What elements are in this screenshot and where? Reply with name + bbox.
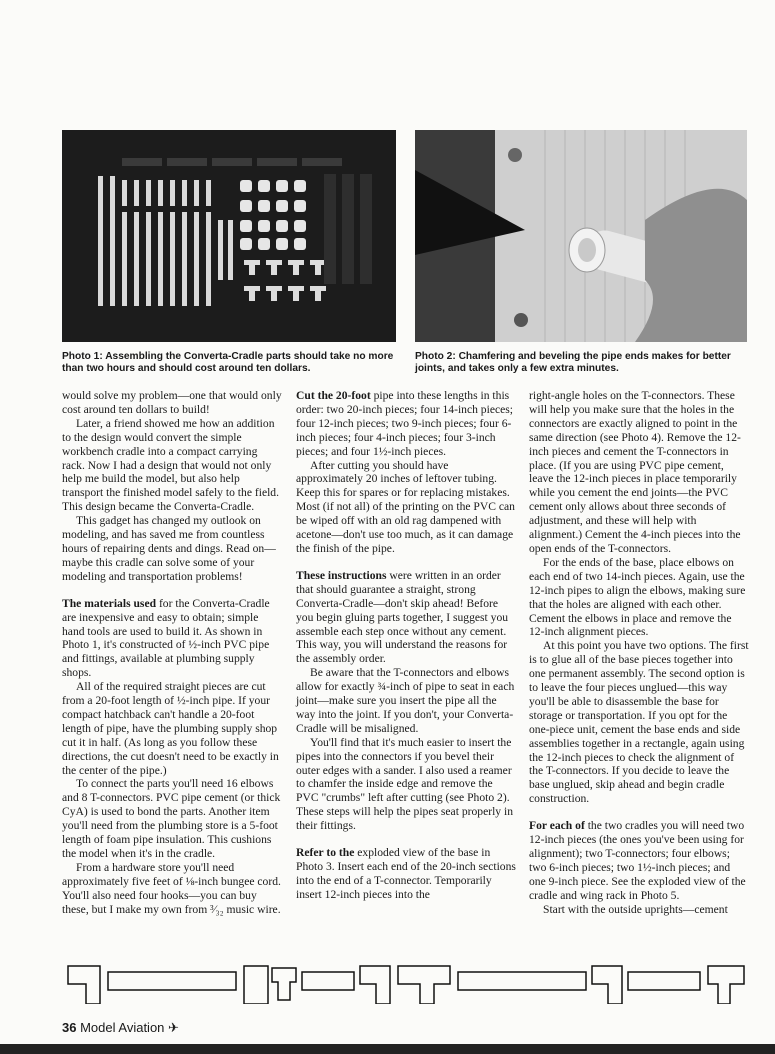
run-in-heading: Refer to the	[296, 846, 355, 860]
page-number: 36	[62, 1020, 77, 1035]
bottom-bar	[0, 1044, 775, 1054]
text-column-1	[62, 389, 282, 917]
paragraph: Start with the outside uprights—cement	[543, 902, 728, 916]
chamfering-image	[415, 130, 747, 342]
paragraph: To connect the parts you'll need 16 elbows and 8 T-connectors. PVC pipe cement (or thick CyA) is used to bond the parts. Another item you'll need from the plumbing store is a 5-foot length of foam pipe insulation. This cushions the model when it's in the cradle.	[62, 777, 281, 860]
paragraph: would solve my problem—one that would only cost around ten dollars to build!	[62, 389, 282, 416]
run-in-heading: These instructions	[296, 568, 387, 582]
paragraph	[62, 597, 282, 680]
paragraph: right-angle holes on the T-connectors. These will help you make sure that the holes in the connectors are exactly aligned to point in the same direction (see Photo 4). Remove the 12-inch pieces and cement the T-connectors in place. (If you are using PVC pipe cement, leave the 12-inch pieces in place temporarily while you cement the end joints—the PVC cement only allows about three seconds of adjustment, and these will help with alignment.) Cement the 4-inch pieces into the open ends of the T-connectors.	[529, 389, 741, 555]
photo-1-pvc-parts	[62, 130, 396, 342]
paragraph-text: pipe into these lengths in this order: two 20-inch pieces; four 14-inch pieces; four 12-inch pieces; two 9-inch pieces; four 6-inch pieces; four 4-inch pieces; four 3-inch pieces; and four 1½-inch pieces.	[296, 389, 513, 458]
paragraph	[296, 389, 516, 459]
paragraph	[296, 846, 516, 902]
paragraph-text: exploded view of the base in Photo 3. Insert each end of the 20-inch sections into the end of a T-connector. Temporarily insert 12-inch pieces into the	[296, 846, 516, 901]
paragraph-text: the two cradles you will need two 12-inch pieces (the ones you've been using for alignment); two T-connectors; four elbows; two 6-inch pieces; two 1½-inch pieces; and one 9-inch piece. See the exploded view of the cradle and wing rack in Photo 5.	[529, 819, 746, 902]
paragraph-text: were written in an order that should guarantee a straight, strong Converta-Cradle—don't skip ahead! Before you begin gluing parts together, I suggest you assemble each step once without any cement. This way, you will understand the reasons for the assembly order.	[296, 568, 509, 666]
paragraph	[529, 819, 749, 902]
paragraph: At this point you have two options. The first is to glue all of the base pieces together into one permanent assembly. The second option is to leave the four pieces unglued—this way you'll be able to disassemble the base for storage or transportation. If you opt for the one-piece unit, cement the base ends and side assemblies together in a rectangle, again using the 12-inch pieces to check the alignment of the T-connectors. If you decide to leave the base unglued, skip ahead and begin cradle construction.	[529, 639, 749, 806]
paragraph: After cutting you should have approximately 20 inches of leftover tubing. Keep this for spares or for replacing mistakes. Most (if not all) of the printing on the PVC can be wiped off with an old rag dampened with acetone—don't use too much, as it can damage the finish of the pipe.	[296, 458, 515, 555]
run-in-heading: Cut the 20-foot	[296, 389, 371, 402]
paragraph: Later, a friend showed me how an addition to the design would convert the simple workbench cradle into a compact carrying rack. Now I had a design that would not only help me build the model, but also help transport the finished model safely to the field. This design became the Converta-Cradle.	[62, 416, 280, 514]
text-column-3	[529, 389, 749, 917]
pipe-decoration-strip	[0, 956, 775, 1004]
paragraph: This gadget has changed my outlook on modeling, and has saved me from countless hours of repairing dents and dings. Read on—maybe this cradle can solve some of your modeling and transportation problems!	[62, 514, 276, 583]
paragraph: For the ends of the base, place elbows on each end of two 14-inch pieces. Again, use the 12-inch pipes to align the elbows, making sure that the holes are aligned with each other. Cement the elbows in place and remove the 12-inch alignment pieces.	[529, 555, 746, 639]
paragraph: You'll find that it's much easier to insert the pipes into the connectors if you bevel their outer edges with a sander. I also used a reamer to chamfer the inside edge and remove the PVC "crumbs" left after cutting (see Photo 2). These steps will help the pipes seat properly in their fittings.	[296, 735, 514, 833]
pvc-parts-image	[62, 130, 396, 342]
magazine-name: Model Aviation	[80, 1020, 165, 1035]
paragraph	[296, 569, 516, 666]
paragraph: From a hardware store you'll need approximately five feet of ⅛-inch bungee cord. You'll also need four hooks—you can buy these, but I make my own from ³⁄₃₂ music wire.	[62, 860, 281, 916]
run-in-heading: For each of	[529, 819, 585, 833]
photo-1-caption: Photo 1: Assembling the Converta-Cradle parts should take no more than two hours and should cost around ten dollars.	[62, 351, 394, 374]
photo-2-caption: Photo 2: Chamfering and beveling the pipe ends makes for better joints, and takes only a few extra minutes.	[415, 351, 731, 374]
paragraph-text: for the Converta-Cradle are inexpensive and easy to obtain; simple hand tools are used to build it. As shown in Photo 1, it's constructed of ½-inch PVC pipe and fittings, available at plumbing supply shops.	[62, 596, 270, 680]
text-column-2	[296, 389, 516, 902]
paragraph: Be aware that the T-connectors and elbows allow for exactly ¾-inch of pipe to seat in each joint—make sure you insert the pipe all the way into the joint. If you don't, your Converta-Cradle will be misaligned.	[296, 666, 515, 735]
airplane-icon: ✈	[168, 1020, 179, 1035]
photo-2-chamfering	[415, 130, 747, 342]
page-footer	[62, 1020, 179, 1036]
run-in-heading: The materials used	[62, 596, 157, 610]
paragraph: All of the required straight pieces are cut from a 20-foot length of ½-inch pipe. If your compact hatchback can't handle a 20-foot length of pipe, have the plumbing supply shop cut it in half. (As long as you follow these directions, the cut doesn't need to be exactly in the center of the pipe.)	[62, 680, 279, 777]
